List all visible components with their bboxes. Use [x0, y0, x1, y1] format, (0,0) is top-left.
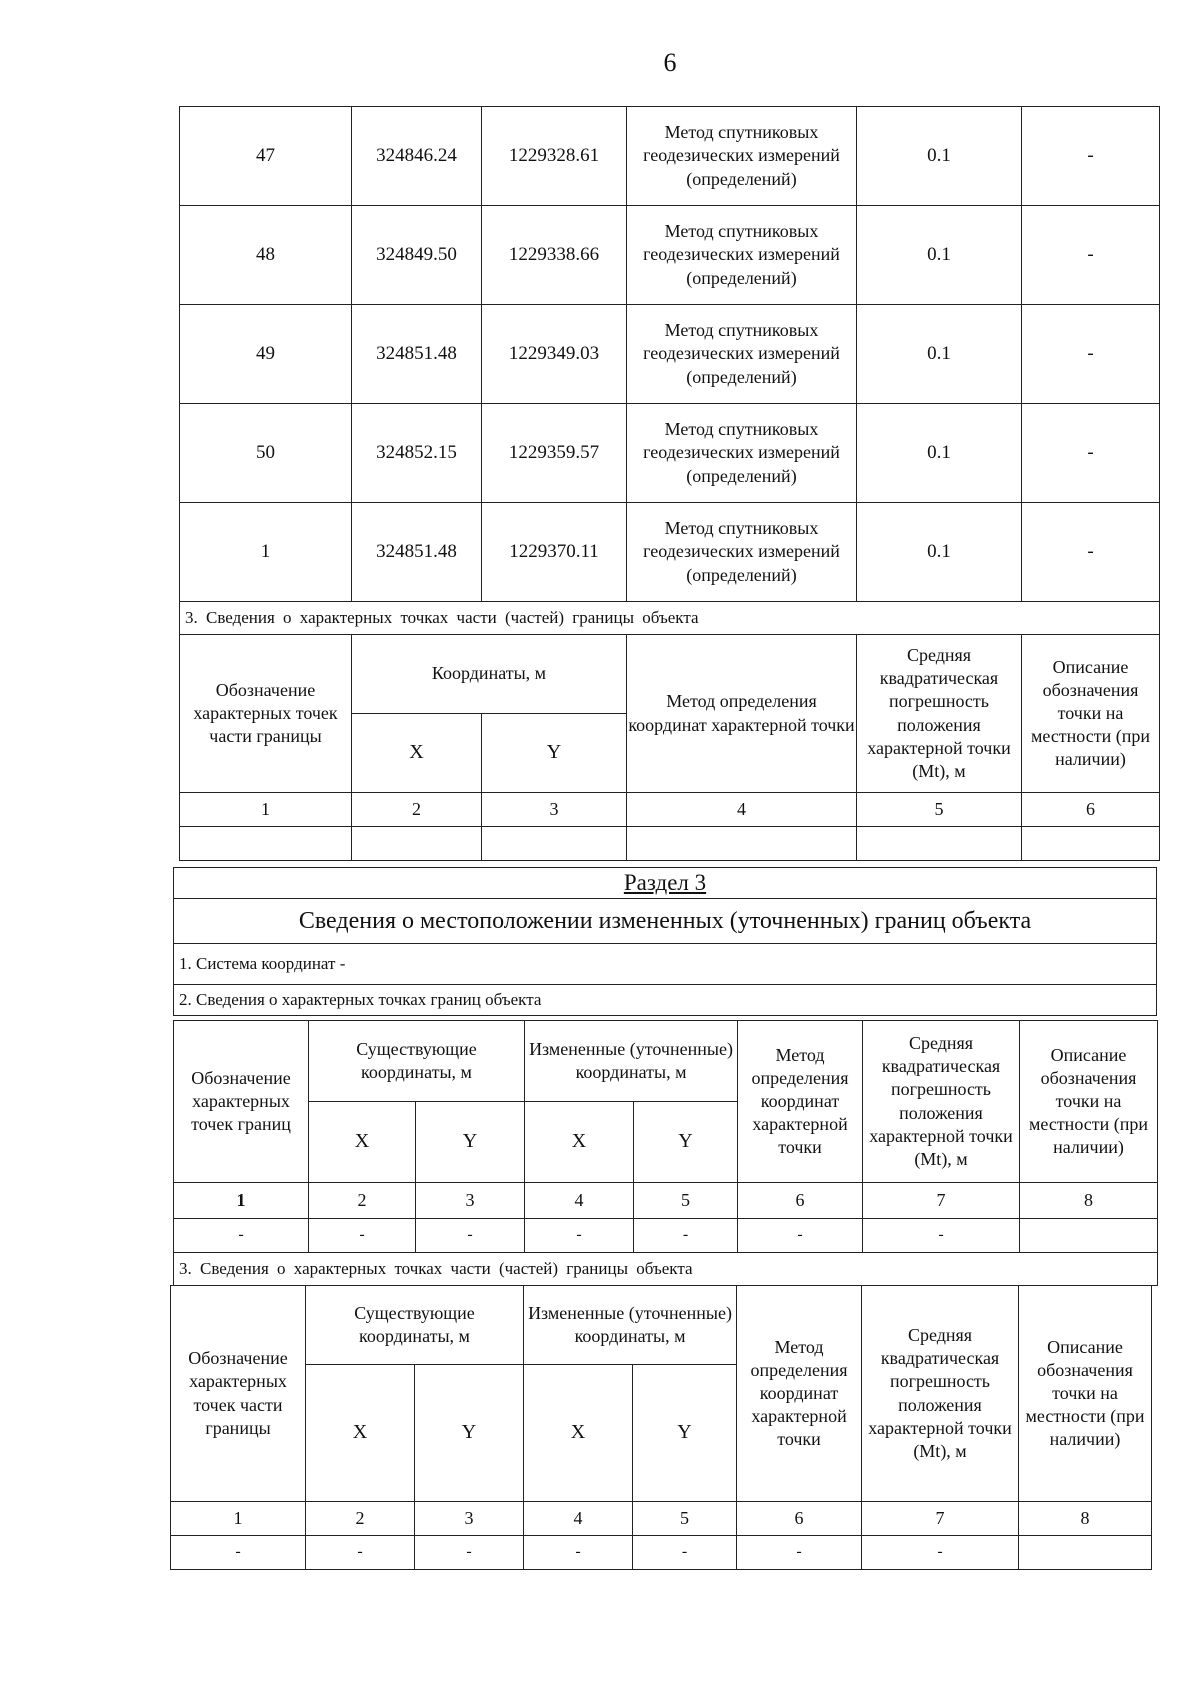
table-row [180, 305, 1160, 404]
header-designation: Обозначение характерных точек границ [174, 1021, 309, 1183]
column-index: 6 [738, 1183, 863, 1219]
method-cell: Метод спутниковых геодезических измерений (определений) [627, 404, 857, 503]
y-coordinate-cell: 1229359.57 [482, 404, 627, 503]
mt-cell: 0.1 [857, 107, 1022, 206]
mt-cell: 0.1 [857, 206, 1022, 305]
column-index: 2 [309, 1183, 416, 1219]
header-x: X [352, 714, 482, 793]
column-index: 6 [737, 1502, 862, 1536]
description-cell: - [1022, 503, 1160, 602]
header-y: Y [416, 1102, 525, 1183]
boundary-points-table [179, 106, 1160, 861]
empty-cell [857, 827, 1022, 861]
header-existing-coords: Существующие координаты, м [309, 1021, 525, 1102]
table-cell: - [415, 1536, 524, 1570]
method-cell: Метод спутниковых геодезических измерений (определений) [627, 503, 857, 602]
point-cell: 48 [180, 206, 352, 305]
table-cell: - [306, 1536, 415, 1570]
header-x: X [525, 1102, 634, 1183]
boundary-points-body [180, 107, 1160, 602]
header-designation: Обозначение характерных точек части границы [171, 1286, 306, 1502]
point-cell: 49 [180, 305, 352, 404]
header-method: Метод определения координат характерной точки [738, 1021, 863, 1183]
header-method: Метод определения координат характерной точки [737, 1286, 862, 1502]
empty-cell [482, 827, 627, 861]
column-index: 2 [306, 1502, 415, 1536]
column-index: 5 [857, 793, 1022, 827]
column-index: 8 [1020, 1183, 1158, 1219]
empty-cell [352, 827, 482, 861]
column-index: 3 [415, 1502, 524, 1536]
x-coordinate-cell: 324851.48 [352, 305, 482, 404]
header-coordinates: Координаты, м [352, 635, 627, 714]
header-changed-coords: Измененные (уточненные) координаты, м [524, 1286, 737, 1365]
section-3-header [173, 867, 1157, 1016]
page-number: 6 [663, 48, 677, 77]
table-cell: - [738, 1219, 863, 1253]
header-mt: Средняя квадратическая погрешность положения характерной точки (Mt), м [857, 635, 1022, 793]
header-description: Описание обозначения точки на местности (при наличии) [1022, 635, 1160, 793]
column-index: 5 [634, 1183, 738, 1219]
method-cell: Метод спутниковых геодезических измерений (определений) [627, 305, 857, 404]
column-index: 4 [525, 1183, 634, 1219]
table-cell: - [862, 1536, 1019, 1570]
x-coordinate-cell: 324846.24 [352, 107, 482, 206]
empty-cell [627, 827, 857, 861]
table-row [180, 404, 1160, 503]
point-cell: 50 [180, 404, 352, 503]
header-designation: Обозначение характерных точек части границы [180, 635, 352, 793]
header-x: X [309, 1102, 416, 1183]
method-cell: Метод спутниковых геодезических измерений (определений) [627, 206, 857, 305]
table-cell: - [416, 1219, 525, 1253]
table-cell: - [524, 1536, 633, 1570]
column-index: 4 [627, 793, 857, 827]
table-row [180, 107, 1160, 206]
boundary-points-caption: 2. Сведения о характерных точках границ объекта [174, 985, 1157, 1016]
part-boundary-caption: 3. Сведения о характерных точках части (частей) границы объекта [180, 602, 1160, 635]
section-subtitle: Сведения о местоположении измененных (уточненных) границ объекта [174, 899, 1157, 944]
header-x: X [306, 1365, 415, 1502]
mt-cell: 0.1 [857, 503, 1022, 602]
y-coordinate-cell: 1229349.03 [482, 305, 627, 404]
point-cell: 1 [180, 503, 352, 602]
table-row [180, 206, 1160, 305]
table-cell [1019, 1536, 1152, 1570]
empty-cell [1022, 827, 1160, 861]
header-method: Метод определения координат характерной точки [627, 635, 857, 793]
column-index: 5 [633, 1502, 737, 1536]
table-cell: - [634, 1219, 738, 1253]
column-index: 1 [180, 793, 352, 827]
column-index: 1 [174, 1183, 309, 1219]
mt-cell: 0.1 [857, 305, 1022, 404]
header-changed-coords: Измененные (уточненные) координаты, м [525, 1021, 738, 1102]
empty-cell [180, 827, 352, 861]
table-cell: - [633, 1536, 737, 1570]
method-cell: Метод спутниковых геодезических измерений (определений) [627, 107, 857, 206]
y-coordinate-cell: 1229338.66 [482, 206, 627, 305]
column-index: 8 [1019, 1502, 1152, 1536]
table-cell: - [174, 1219, 309, 1253]
table-cell: - [309, 1219, 416, 1253]
header-y: Y [634, 1102, 738, 1183]
mt-cell: 0.1 [857, 404, 1022, 503]
description-cell: - [1022, 404, 1160, 503]
description-cell: - [1022, 206, 1160, 305]
coord-system: 1. Система координат - [174, 944, 1157, 985]
header-mt: Средняя квадратическая погрешность положения характерной точки (Mt), м [863, 1021, 1020, 1183]
table-row [180, 503, 1160, 602]
y-coordinate-cell: 1229328.61 [482, 107, 627, 206]
column-index: 3 [416, 1183, 525, 1219]
changed-part-boundary-table [170, 1285, 1152, 1570]
x-coordinate-cell: 324851.48 [352, 503, 482, 602]
header-y: Y [482, 714, 627, 793]
table-cell: - [863, 1219, 1020, 1253]
part-boundary-caption: 3. Сведения о характерных точках части (частей) границы объекта [174, 1253, 1158, 1286]
header-y: Y [633, 1365, 737, 1502]
x-coordinate-cell: 324849.50 [352, 206, 482, 305]
header-existing-coords: Существующие координаты, м [306, 1286, 524, 1365]
description-cell: - [1022, 107, 1160, 206]
point-cell: 47 [180, 107, 352, 206]
column-index: 1 [171, 1502, 306, 1536]
column-index: 7 [863, 1183, 1020, 1219]
column-index: 6 [1022, 793, 1160, 827]
changed-boundary-table [173, 1020, 1158, 1286]
table-cell: - [737, 1536, 862, 1570]
header-y: Y [415, 1365, 524, 1502]
y-coordinate-cell: 1229370.11 [482, 503, 627, 602]
column-index: 2 [352, 793, 482, 827]
column-index: 3 [482, 793, 627, 827]
header-x: X [524, 1365, 633, 1502]
table-cell [1020, 1219, 1158, 1253]
description-cell: - [1022, 305, 1160, 404]
x-coordinate-cell: 324852.15 [352, 404, 482, 503]
table-cell: - [171, 1536, 306, 1570]
section-title: Раздел 3 [174, 868, 1157, 899]
header-description: Описание обозначения точки на местности (при наличии) [1019, 1286, 1152, 1502]
column-index: 4 [524, 1502, 633, 1536]
header-description: Описание обозначения точки на местности (при наличии) [1020, 1021, 1158, 1183]
column-index: 7 [862, 1502, 1019, 1536]
table-cell: - [525, 1219, 634, 1253]
header-mt: Средняя квадратическая погрешность положения характерной точки (Mt), м [862, 1286, 1019, 1502]
